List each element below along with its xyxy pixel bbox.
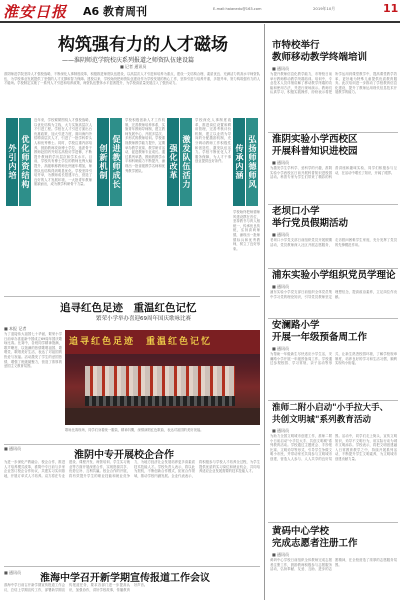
masthead-email: E-mail:haianedu@163.com [213, 7, 262, 11]
lead-intro-text: 淮阴师范学院坚持人才强校战略，不断深化人事制度改革，积极推进师资队伍建设，以高层次人才引进和培养为重点，建设一支结构合理、素质优良、充满活力的高水平师资队伍，为学校事业发展提供了坚强的人才支撑和智力保障。建校以来，学校始终把师资队伍建设作为学校发展的核心工作，坚持引进与培养并重，多措并举，努力构筑强有力的人才磁场。学校制定实施了一系列人才引进和培养政策，师资队伍整体水平显著提升，为学校高质量发展注入了强劲动力。 [4, 72, 260, 86]
masthead [0, 0, 400, 22]
lead-col-3: 学校深化人事制度改革，推进岗位设置和聘用管理，完善考核评价机制，建立以业绩为导向的分配激励机制，充分调动教师工作积极性和创造性，激发队伍活力。学校不断优化人才服务保障，为人才干事创业提供良好条件。 [195, 118, 231, 164]
story-text: 为提升教师信息化教学能力，市特校日前举行教师移动教学终端培训。培训中，专业技术人员详细讲解了移动教学终端的功能和使用方法，并进行现场演示。教师们认真学习，积极实践操作，纷纷表示将把所学运用到课堂教学中，提高课堂教学效率，更好地为特殊儿童提供优质教育服务。此次培训进一步推动了学校教育信息化建设，提升了教师运用现代信息技术开展教学的能力。 [270, 72, 397, 95]
story-title: 开展科普知识进校园 [272, 146, 358, 157]
photo-caption: 歌咏比赛现场，同学们身着统一服装，精神抖擞，深情演唱红色歌曲，表达对祖国的美好祝福。 [65, 428, 204, 432]
photo-story-byline: ■ 本报 记者 [4, 326, 27, 331]
story-byline: ■ 通讯员 [272, 346, 290, 351]
story-title: 完成志愿者注册工作 [272, 538, 358, 549]
story-byline: ■ 通讯员 [4, 570, 22, 575]
story-title: 安澜路小学 [272, 320, 320, 331]
choir-legs [85, 396, 235, 406]
band-2: 创新机制 [97, 118, 109, 206]
choir-group [85, 366, 235, 396]
divider [268, 318, 398, 319]
story-byline: ■ 通讯员 [272, 160, 290, 165]
photo-story-title: 追寻红色足迹 重温红色记忆 [60, 302, 197, 314]
story-title: 淮海中学召开新学期宣传报道工作会议 [40, 573, 210, 584]
story-text: 浦东实验小学党支部日前组织全体党员集中学习党的理论知识，引导党员教师坚定理想信念，提高政治素养，立足岗位作贡献。 [270, 290, 397, 299]
story-title: 市特校举行 [272, 40, 320, 51]
band-1-sub: 优化师资结构 [19, 118, 31, 206]
band-4-sub: 弘扬师德师风 [246, 118, 258, 206]
stage-banner-text: 追寻红色足迹 重温红色记忆 [69, 337, 213, 347]
band-2-sub: 促进教师成长 [110, 118, 122, 206]
lead-subtitle: ——淮阴师范学院校庆系列报道之师资队伍建设篇 [62, 57, 195, 64]
band-1: 外引内培 [6, 118, 18, 206]
story-title: 淮阴中专开展校企合作 [74, 450, 174, 461]
divider [268, 268, 398, 269]
lead-byline: ■ 记者 通讯员 [120, 64, 147, 69]
story-text: 为进一步深化产教融合、校企合作，推进人才培养模式改革，淮阴中专日前与多家企业签订校企合作协议，共建实习实训基地，开展订单式人才培养。双方将在专业建设、课程开发、师资培训、学生实习就业等方面开展深度合作，实现资源共享、优势互补、互利共赢。校企合作的开展，将有效提升学生的职业技能和就业竞争力，为地方经济社会发展培养更多高素质技术技能人才。学校负责人表示，将以此为契机，不断创新合作模式，拓宽合作领域，推动学校内涵发展。企业代表表示，将积极参与学校人才培养全过程，为学生提供优质的实习岗位和就业机会，共同培养适应企业发展需要的技术技能人才。 [4, 460, 260, 478]
lead-col-1: 近年来，学校紧紧围绕人才强校战略，以优化结构为主线，大力实施高层次人才引进工程。学校在人才引进方面出台优惠政策，加大引进力度，面向海内外招聘高层次人才，引进了一批学科带头人和优秀博士。同时，学校注重内部培养，鼓励教师攻读博士学位，选派骨干教师赴国内外知名高校访学进修，不断提升教师的学历层次和学术水平。目前，学校具有博士学位的教师比例大幅提升，高级职称教师比例逐年增加，师资队伍结构得到明显优化。学校坚持引培并举，为教师成长搭建平台，营造了良好的人才发展环境，一大批青年教师脱颖而出，成为教学科研骨干力量。 [34, 118, 92, 187]
divider [268, 400, 398, 401]
divider [4, 296, 260, 297]
column-separator [264, 24, 265, 600]
story-title: 老坝口小学 [272, 206, 320, 217]
story-text: 为助力全国文明城市创建工作，淮师二附小日前启动"小手拉大手、共创文明城"系列教育活动。学校通过主题班会、手抄报比赛、文明劝导等形式，引导学生争做文明小市民，并带动家长共同参与文明城市创建，营造人人参与、人人共享的良好氛围。活动中，同学们走上街头，宣传文明知识，劝导不文明行为，用实际行动为城市文明添彩。学校表示，将把文明创建融入日常教育教学之中，持续开展系列活动，不断提升学生文明素养，为文明城市创建贡献力量。 [270, 434, 397, 461]
story-byline: ■ 通讯员 [272, 552, 290, 557]
section-label: A6 教育周刊 [83, 5, 147, 18]
photo-story-text: 为了迎接伟大祖国七十华诞，繁荣小学日前举办喜迎新中国成立69周年国庆歌咏比赛。比赛中，各班同学精神饱满，歌声嘹亮，以饱满的热情歌唱祖国、歌唱党、歌唱美好生活，表达了对祖国的热爱与祝福。活动激发了学生的爱国热情，增强了班级凝聚力，营造了浓厚的爱国主义教育氛围。 [4, 332, 62, 369]
divider [268, 204, 398, 205]
band-3-sub: 激发队伍活力 [180, 118, 192, 206]
masthead-rule [0, 21, 400, 23]
divider [268, 522, 398, 523]
story-title: 浦东实验小学组织党员学理论 [272, 270, 396, 281]
story-title: 开展一年级预备周工作 [272, 332, 368, 343]
story-byline: ■ 通讯员 [272, 284, 290, 289]
story-text: 为帮助一年级新生尽快适应小学生活，安澜路小学开展一年级预备周工作。学校通过参观校园、学习常规、亲子活动等形式，让新生熟悉校园环境，了解学校规章制度，培养良好的学习和生活习惯，顺利实现幼小衔接。 [270, 352, 397, 366]
divider [4, 566, 260, 567]
story-title: 共创文明城"系列教育活动 [272, 415, 372, 425]
story-title: 举行党员假期活动 [272, 218, 349, 229]
masthead-date: 2019年10月 [313, 6, 336, 11]
stage-floor [65, 408, 260, 425]
story-title: 淮师二附小启动"小手拉大手、 [272, 403, 389, 413]
story-byline: ■ 通讯员 [4, 446, 22, 451]
divider [268, 132, 398, 133]
story-title: 淮阴实验小学西校区 [272, 134, 358, 145]
story-text: 淮海中学日前召开新学期宣传报道工作会议，总结上学期宣传工作，部署新学期宣传报道任务，要求各部门进一步提高认识，加强协作，讲好学校故事，传播教育好声音。 [4, 583, 148, 592]
story-text: 老坝口小学党支部日前组织党员开展假期活动，党员教师深入社区开展志愿服务，走访慰问困难学生家庭，充分发挥了党员的先锋模范作用。 [270, 238, 397, 247]
story-byline: ■ 通讯员 [272, 66, 290, 71]
page-number: 11 [383, 2, 399, 15]
story-byline: ■ 通讯员 [272, 428, 290, 433]
band-3: 强化改革 [167, 118, 179, 206]
story-byline: ■ 通讯员 [272, 232, 290, 237]
choir-photo [65, 330, 260, 425]
story-text: 黄码中心学校日前组织全体教师完成志愿者注册工作，鼓励教师积极参与志愿服务活动，弘扬奉献、友爱、互助、进步的志愿精神，在全校营造了浓厚的志愿服务氛围。 [270, 558, 397, 572]
newspaper-logo: 淮安日报 [3, 3, 68, 21]
lead-title: 构筑强有力的人才磁场 [58, 35, 228, 55]
lead-col-2: 学校积极创新人才工作机制，完善教师培养体系，实施青年教师导师制，建立教师发展中心，开展多层次、多形式的教师培训。学校重视教师教学能力提升，定期举办教学竞赛、教学研讨活动，促进教师专业成长。通过系列举措，教师的教学水平和科研能力不断提升，涌现出一批省级教学名师和优秀教学团队。 [125, 118, 165, 173]
story-text: 为激发学生学科学、爱科学的兴趣，淮阴实验小学西校区日前开展科普知识进校园活动。科普专家为学生们带来了精彩的科普讲座和趣味实验，同学们积极参与互动，在活动中增长了知识，开阔了眼界。 [270, 166, 397, 180]
band-4: 传承内涵 [233, 118, 245, 206]
story-title: 黄码中心学校 [272, 526, 330, 537]
divider [4, 444, 260, 445]
photo-story-subtitle: 繁荣小学举办喜迎69周年国庆歌咏比赛 [96, 316, 191, 322]
story-title: 教师移动教学终端培训 [272, 52, 368, 63]
lead-col-4: 学校始终把师德师风建设摆在首位，坚持教书与育人相统一，传承优良传统，弘扬高尚师德，涌现出一批师德标兵和优秀教师，树立了良好形象。 [233, 210, 260, 251]
